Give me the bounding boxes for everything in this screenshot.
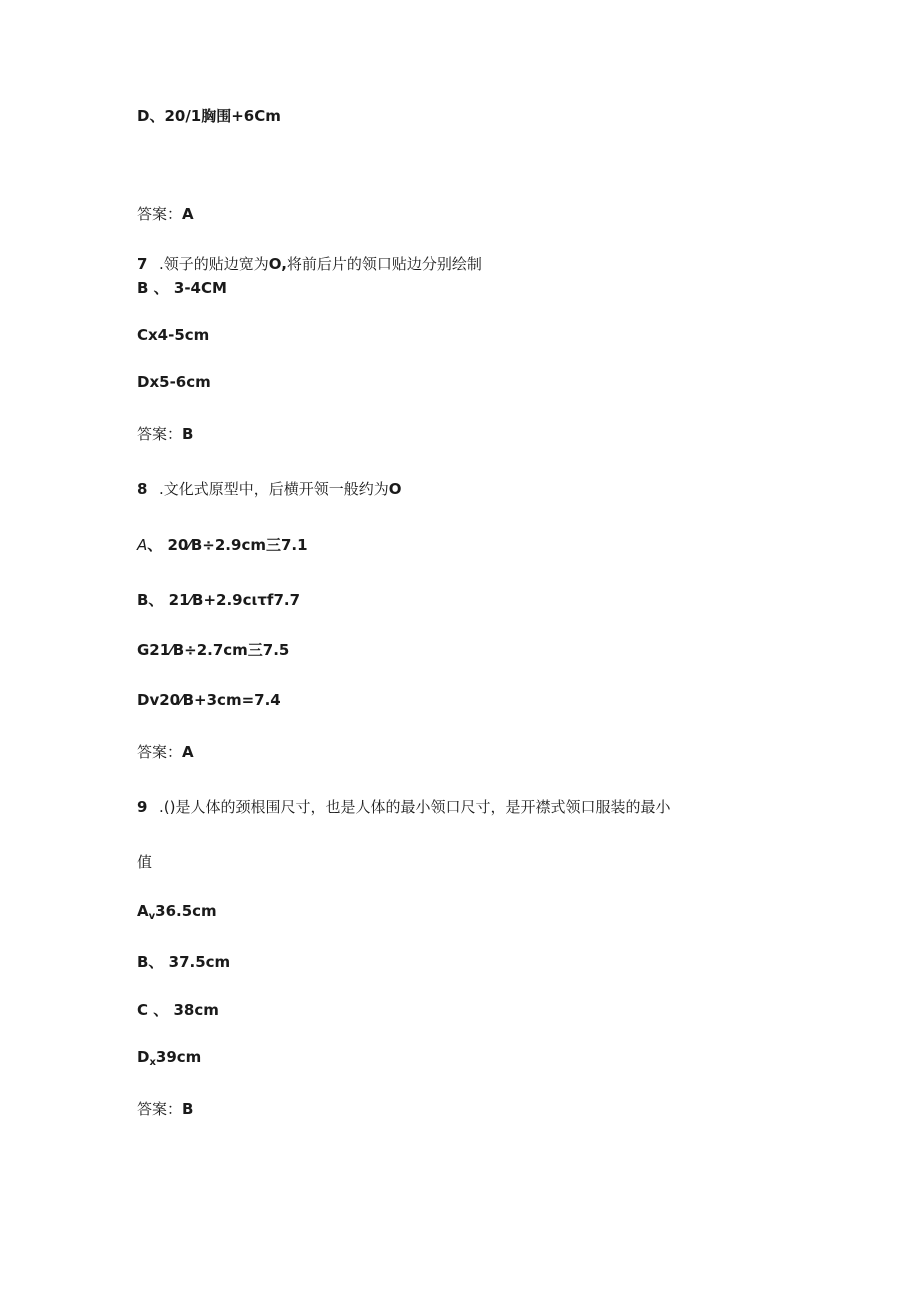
question-blank: O, [268, 255, 287, 273]
question-9 [137, 797, 670, 817]
answer-q7 [137, 424, 193, 444]
question-text: .()是人体的颈根围尺寸，也是人体的最小领口尺寸，是开襟式领口服装的最小 [159, 798, 671, 816]
option-d-q7: Dx5-6cm [137, 373, 211, 391]
option-subscript: x [149, 1057, 156, 1068]
option-b-q8: B、 21⁄B+2.9cιτf7.7 [137, 591, 301, 609]
answer-q8 [137, 742, 194, 762]
option-c-q7: Cx4-5cm [137, 326, 210, 344]
option-text: 36.5cm [155, 902, 217, 920]
option-c-q8: G21⁄B÷2.7cm三7.5 [137, 641, 290, 659]
question-number: 7 [137, 255, 148, 273]
option-letter: A [137, 902, 149, 920]
option-d-q9 [137, 1047, 201, 1073]
answer-q9 [137, 1099, 193, 1119]
option-letter: D [137, 1048, 150, 1066]
option-subscript: v [148, 911, 156, 922]
option-text: 、 20⁄B÷2.9cm三7.1 [147, 536, 308, 554]
question-text-part: 将前后片的领口贴边分别绘制 [286, 255, 482, 273]
answer-value: B [182, 425, 194, 443]
option-d-q8: Dv20⁄B+3cm=7.4 [137, 691, 281, 709]
question-text-part: .文化式原型中，后横开领一般约为 [159, 480, 389, 498]
answer-label: 答案： [137, 425, 183, 443]
question-9-continued: 值 [137, 853, 153, 871]
question-text [159, 255, 482, 273]
answer-label: 答案： [137, 1100, 183, 1118]
option-d-q6: D、20/1胸围+6Cm [137, 107, 281, 125]
question-number: 9 [137, 798, 148, 816]
option-text: 39cm [155, 1048, 202, 1066]
option-b-q7: B 、 3-4CM [137, 279, 227, 297]
question-text [159, 480, 402, 498]
answer-q6 [137, 204, 194, 224]
question-number: 8 [137, 480, 148, 498]
option-b-q9: B、 37.5cm [137, 953, 231, 971]
option-letter: A [137, 536, 148, 554]
question-text-part: .领子的贴边宽为 [159, 255, 269, 273]
question-7 [137, 254, 482, 274]
answer-value: B [182, 1100, 194, 1118]
answer-value: A [182, 205, 194, 223]
option-a-q9 [137, 901, 217, 927]
question-8 [137, 479, 402, 499]
option-a-q8 [137, 535, 308, 555]
answer-label: 答案： [137, 743, 183, 761]
answer-label: 答案： [137, 205, 183, 223]
question-blank: O [388, 480, 402, 498]
answer-value: A [182, 743, 194, 761]
option-c-q9: C 、 38cm [137, 1001, 219, 1019]
